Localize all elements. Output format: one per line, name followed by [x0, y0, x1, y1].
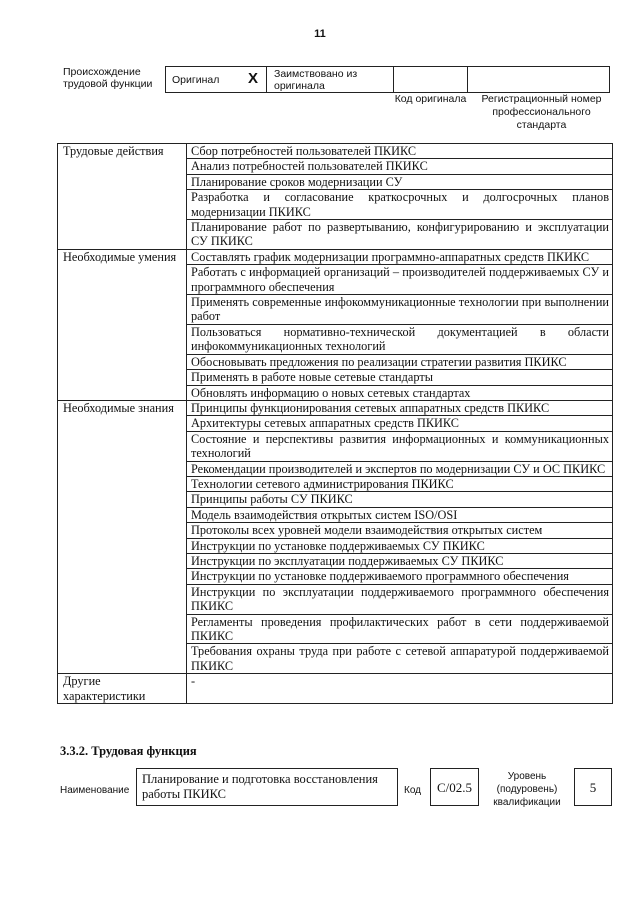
- table-cell: Инструкции по эксплуатации поддерживаемого программного обеспечения ПКИКС: [187, 584, 613, 614]
- table-cell: Пользоваться нормативно-технической документацией в области инфокоммуникационных технологий: [187, 324, 613, 354]
- original-code-cell: [393, 66, 468, 93]
- table-cell: Применять в работе новые сетевые стандарты: [187, 370, 613, 385]
- table-cell: Протоколы всех уровней модели взаимодействия открытых систем: [187, 523, 613, 538]
- table-cell: Разработка и согласование краткосрочных и долгосрочных планов модернизации ПКИКС: [187, 190, 613, 220]
- table-cell: Сбор потребностей пользователей ПКИКС: [187, 144, 613, 159]
- table-row: [58, 249, 613, 264]
- table-cell: Модель взаимодействия открытых систем ISO/OSI: [187, 507, 613, 522]
- table-cell: Состояние и перспективы развития информационных и коммуникационных технологий: [187, 431, 613, 461]
- table-row: [58, 674, 613, 704]
- level-value: 5: [574, 768, 612, 806]
- table-cell: Применять современные инфокоммуникационные технологии при выполнении работ: [187, 295, 613, 325]
- table-row: [58, 400, 613, 415]
- name-label: Наименование: [60, 785, 130, 796]
- origin-label: Происхождение трудовой функции: [63, 66, 153, 90]
- level-label: Уровень (подуровень) квалификации: [493, 771, 561, 808]
- labor-function-table: [57, 143, 613, 704]
- table-cell: Требования охраны труда при работе с сетевой аппаратурой поддерживаемой ПКИКС: [187, 644, 613, 674]
- table-cell: Инструкции по установке поддерживаемого программного обеспечения: [187, 569, 613, 584]
- group-header: Необходимые умения: [58, 249, 187, 400]
- table-cell: Регламенты проведения профилактических работ в сети поддерживаемой ПКИКС: [187, 614, 613, 644]
- page-number: 11: [314, 28, 326, 40]
- table-cell: Анализ потребностей пользователей ПКИКС: [187, 159, 613, 174]
- code-value: C/02.5: [430, 768, 479, 806]
- table-cell: Планирование сроков модернизации СУ: [187, 174, 613, 189]
- group-header: Необходимые знания: [58, 400, 187, 673]
- table-cell: Архитектуры сетевых аппаратных средств ПКИКС: [187, 416, 613, 431]
- table-cell: Обосновывать предложения по реализации стратегии развития ПКИКС: [187, 354, 613, 369]
- table-cell: Принципы функционирования сетевых аппаратных средств ПКИКС: [187, 400, 613, 415]
- table-cell: Инструкции по установке поддерживаемых СУ ПКИКС: [187, 538, 613, 553]
- section-title: 3.3.2. Трудовая функция: [60, 744, 197, 758]
- table-cell: Инструкции по эксплуатации поддерживаемых СУ ПКИКС: [187, 553, 613, 568]
- original-label: Оригинал: [172, 74, 220, 86]
- table-row: [58, 144, 613, 159]
- table-cell: Принципы работы СУ ПКИКС: [187, 492, 613, 507]
- original-cell: [165, 66, 267, 93]
- reg-caption: Регистрационный номер профессионального стандарта: [481, 93, 602, 131]
- code-caption: Код оригинала: [394, 93, 467, 105]
- original-mark: X: [248, 70, 259, 87]
- table-cell: Технологии сетевого администрирования ПКИКС: [187, 476, 613, 491]
- name-value: Планирование и подготовка восстановления работы ПКИКС: [136, 768, 398, 806]
- table-cell: Составлять график модернизации программно-аппаратных средств ПКИКС: [187, 249, 613, 264]
- borrowed-cell: Заимствовано из оригинала: [266, 66, 394, 93]
- table-cell: -: [187, 674, 613, 704]
- table-cell: Обновлять информацию о новых сетевых стандартах: [187, 385, 613, 400]
- table-cell: Рекомендации производителей и экспертов по модернизации СУ и ОС ПКИКС: [187, 461, 613, 476]
- table-cell: Работать с информацией организаций – производителей поддерживаемых СУ и программного обеспечения: [187, 265, 613, 295]
- table-cell: Планирование работ по развертыванию, конфигурированию и эксплуатации СУ ПКИКС: [187, 220, 613, 250]
- group-header: Трудовые действия: [58, 144, 187, 250]
- code-label: Код: [404, 785, 422, 796]
- group-header: Другие характеристики: [58, 674, 187, 704]
- reg-number-cell: [467, 66, 610, 93]
